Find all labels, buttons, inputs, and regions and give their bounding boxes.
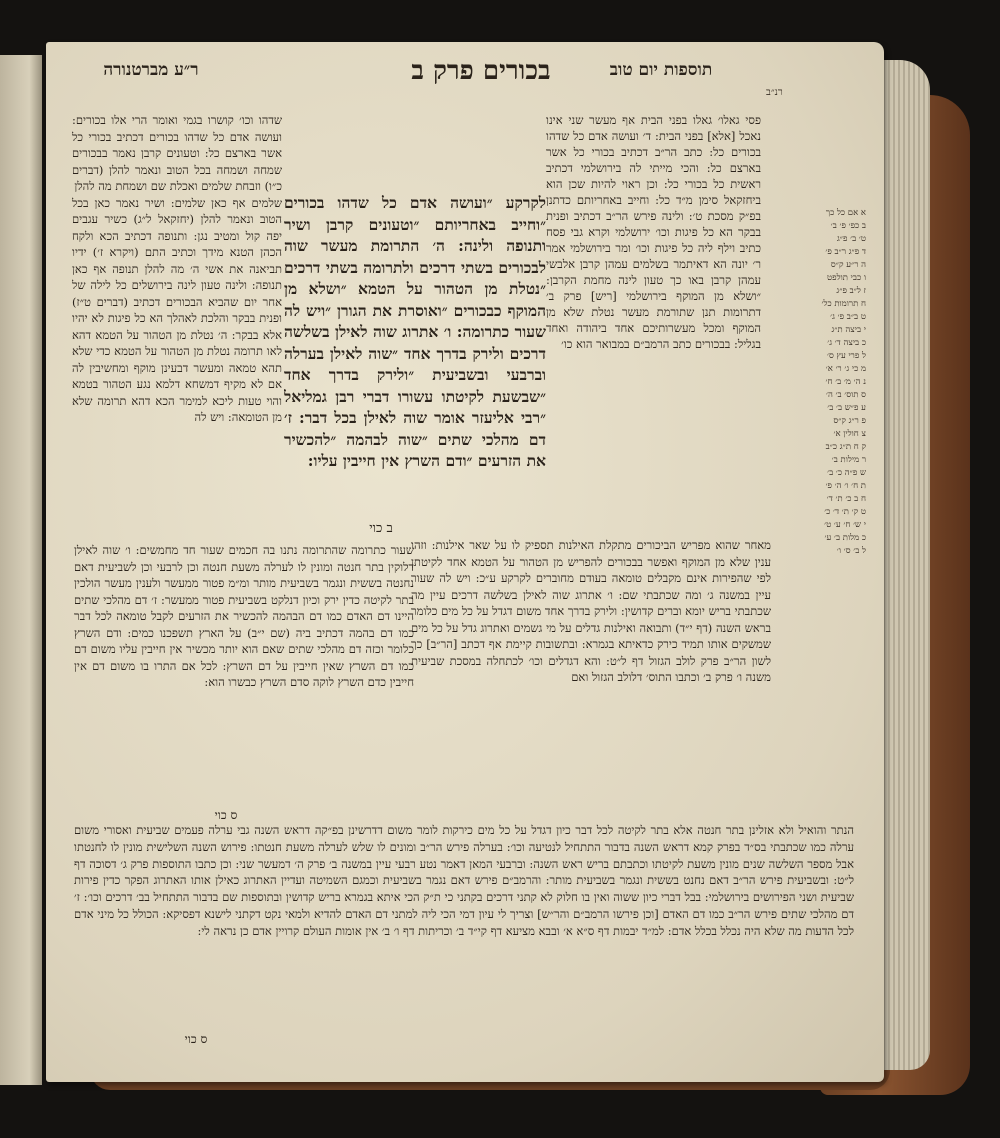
- bottom-text: הנתר והואיל ולא אזלינן בתר חנטה אלא בתר לקיטה לכל דבר כיון דגדל על כל מים כירקות לומר משום דדרשינן בפ״קה דראש השנה גבי ערלה פעמים שביעית ואסורי משום ערלה כמו שכתבתי בס״ד בפרק קמא דראש השנה בדבור התתחיל לנטיעה וכו׳: בערלה פירש הר״ב ומונים לו שלש לערלה משעת חנטתו: פירוש השנה השלישית מונין לו לחנטתו אבל מספר השלשה שנים מונין משעת לקיטתו וכתבתם בריש ראש השנה: וברבעי המאן דאמר נטע רבעי עיין במשנה ב׳ פרק ה׳ דמעשר שני: וכן כתבו התוספות פרק ג׳ דסוכה דף ל״ט: ובשביעית פירש הר״ב דאם נחנט בששית ונגמר בשביעית מותר: והרמב״ם פירש דאם נגמר בשביעית וכמגם השמיטה ועדיין האתרוג כאילן אותו האתרוג הפקר כדין פירות שביעית ושני הפירושים בירושלמי: בבל דברי כיון ששוה ואין בו חלוק לא קתני דרכים בקתני כי ת״ק הכי איתא בגמרא בריש קדושין ובתוספות שם בדבור התתחיל בב׳ דרכים וכו׳: ז׳ דם מהלכי שתים פירש הר״ב כמו דם האדם [וכן פירשו הרמב״ם והר״ש] וצריך לי עיון דמי הכי ליה למתני דם האדם להדיא ולמאי נקט דקתני לישנא דפסיקא: הכולל כל מיני אדם לכל הדעות מה שלא היה נכלל בכלל אדם: למ״ד יבמות דף ס״א א׳ ובבא מציעא דף קי״ד ב׳ וכריתות דף ו׳ ב׳ אין אומות העולם קרויין אדם כן נראה לי:: [74, 823, 854, 938]
- marginal-note: ר מילות ב׳: [831, 455, 866, 465]
- marginal-note: פ ר״ג ק״ס: [833, 416, 866, 426]
- mishnah-text: [284, 192, 546, 522]
- marginal-note: ז ל״ב פ״ג: [836, 286, 866, 296]
- header-center-title: בכורים פרק ב: [411, 56, 551, 86]
- commentary-left-column: [72, 112, 282, 542]
- facing-page-edge: [0, 55, 42, 1085]
- marginal-note: צ חולין א׳: [833, 429, 866, 439]
- header-left-title: ר״ע מברטנורה: [103, 60, 199, 80]
- marginal-note: ה ר״ע ק״ס: [830, 260, 866, 270]
- marginal-note: מ כי ג׳ ר׳ א׳: [825, 364, 866, 374]
- marginal-note: ת ח׳ ו׳ ה׳ פ׳: [825, 481, 866, 491]
- bottom-end-mark: ס כוי: [184, 1032, 208, 1046]
- bottom-commentary: [74, 822, 854, 1032]
- marginal-note: ח ב כ׳ ת׳ ד׳: [826, 494, 866, 504]
- marginal-note: ל פרי עץ ס׳: [827, 351, 866, 361]
- mishnah-body: לקרקע ״ועושה אדם כל שדהו בכורים ״וחייב באחריותם ״וטעונים קרבן ושיר ותנופה ולינה: ה׳ התרומת מעשר שוה לבכורים בשתי דרכים ולתרומה בשתי דרכים ״נטלת מן הטהור על הטמא ״ושלא מן המוקף כבכורים ״ואוסרת את הגורן ״ויש לה שעור כתרומה: ו׳ אתרוג שוה לאילן בשלשה דרכים ולירק בדרך אחד ״שוה לאילן בערלה וברבעי ובשביעית ״ולירק בדרך אחד ״שבשעת לקיטתו עשורו דברי רבן גמליאל ״רבי אליעזר אומר שוה לאילן בכל דבר: ז׳ דם מהלכי שתים ״שוה לבהמה ״להכשיר את הזרעים ״ודם השרץ אין חייבין עליו:: [284, 193, 546, 470]
- folio-number: רנ״ב: [766, 87, 783, 98]
- marginal-notes: [774, 207, 866, 637]
- marginal-note: ב כפ׳ פ׳ ב׳: [830, 221, 866, 231]
- marginal-note: ח תרומות כל׳: [821, 299, 866, 309]
- marginal-note: ו כבי תולפט: [827, 273, 866, 283]
- lower-left-end-mark: ס כוי: [214, 808, 238, 822]
- marginal-note: ש פ״ה כ׳ ב׳: [827, 468, 866, 478]
- marginal-note: נ ה׳ מ׳ ב׳ ח׳: [825, 377, 866, 387]
- commentary-right-column: [546, 112, 761, 542]
- marginal-note: י ביצה ת״ג: [831, 325, 866, 335]
- commentary-right-text: פסי גאלו׳ גאלו בפני הבית אף מעשר שני אינו נאכל [אלא] בפני הבית: ד׳ ועושה אדם כל שדהו בכורים כל: כתב הר״ב דכתיב בכורי כל אשר בארצם כל: והכי מייתי לה בירושלמי דכתיב ראשית כל בכורי כל: וכן ראוי להיות שכן הוא ביחזקאל סימן מ״ד כל: וחייב באחריותם כדתנן בפ״ק מסכת ט׳: ולינה פירש הר״ב דכתיב ופנית בבקר הא כל פיגות וכו׳ ירושלמי וקרא גבי פסח כתיב וילף ליה כל פיגות וכו׳ ומר בירושלמי אמר ר׳ יונה הא דאיתמר בשלמים עמהן קרבן אלבשי עמהן קרבן באו כך טעון לינה מחמת הקרבן: ״ושלא מן המוקף בירושלמי [ריש] פרק ב׳ דתרומות תנן שתורמת מעשר נטלת שלא מן המוקף ומכל מעשרותיכם אחד ביהודה ואחד בגליל: בבכורים כתב הרמב״ם במבואר הוא כו׳: [546, 113, 761, 351]
- lower-left-text: שעור כתרומה שהתרומה נתנו בה חכמים שעור חד מחמשים: ו׳ שוה לאילן דלוקין בתר חנטה ומונין לו לערלה משעת חנטה וכן לרבעי וכן לשביעית דאם נחנטה בששית ונגמר בשביעית מותר ומ״מ פטור ממעשר ולענין מעשר הולכין בתר לקיטה כדין ירק וכיון דנלקט בשביעית פטור ממעשר: ז׳ דם מהלכי שתים היינו דם האדם כמו דם הבהמה להכשיר את הזרעים לקבל טומאה לכל דבר כמו דם בהמה דכתיב ביה (שם י״ב) על הארץ תשפכנו כמים: ודם השרץ כלומר וכזה דם מהלכי שתים שאם הוא יותר מכשיר אין חייבין עליו משום דם כמו דם השרץ שאין חייבין על דם השרץ: לכל אם התרו בו משום דם אין חייבין כדם השרץ לוקה סדם השרץ כבשרו הוא:: [74, 543, 414, 689]
- lower-left-commentary: [74, 542, 414, 812]
- marginal-note: ט ק׳ ת׳ ד׳ כ׳: [824, 507, 866, 517]
- marginal-note: ט׳ ב׳ פ״ג: [836, 234, 866, 244]
- marginal-note: י ש׳ ח׳ ע׳ ט׳: [824, 520, 866, 530]
- marginal-note: ד פ״ג ר״ב פ׳: [825, 247, 866, 257]
- marginal-note: כ מלות ב׳ ע׳: [824, 533, 866, 543]
- marginal-note: כ ביצה ד׳ ג׳: [827, 338, 866, 348]
- lower-right-text: מאחר שהוא מפריש הביכורים מתקלת האילנות תספיק לו על שאר אילנות: וזהו ענין שלא מן המוקף ואפשר בבכורים להפריש מן הטהור על הטמא אחד לקיטתן לפי שהפירות אינם מקבלים טומאה בעודם מחוברים לקרקע ע״כ: ויש לה שעור עיין במשנה ג׳ ומה שכתבתי שם: ו׳ אתרוג שוה לאילן בשלשה דרכים עיין מה שכתבתי בריש יומא וברים קדושין: ולירק בדרך אחד משום דגדל על כל מים כלומר בראש השנה (דף י״ד) ותבואה ואילנות גדלים על מי גשמים ואתרוג גדל על כל מים שמשקים אותו תמיד כירק כדאיתא בגמרא: ובתשובות קיימת אף דכתב [הר״ב] כך לשון הר״ב פרק לולב הגזול דף ל״ט: והא דגדלים וכו׳ לכתחלה במסכת שביעית משנה ו׳ פרק ב׳ וכתבו התוס׳ דלולב הגזול ואם: [411, 538, 771, 684]
- marginal-note: ט ב״ב פ׳ ג׳: [830, 312, 866, 322]
- marginal-note: ל ב׳ ס׳ ו׳: [836, 546, 866, 556]
- marginal-note: ע פ״ש ב׳ ב׳: [827, 403, 866, 413]
- book-page: [46, 42, 884, 1082]
- commentary-left-text: שלמים אף כאן שלמים: ושיר נאמר כאן בכל הטוב ונאמר להלן (יחזקאל ל״ג) כשיר עגבים יפה קול ומטיב נגן: ותנופה דכתיב הכא ולקח הכהן הטנא מידך וכתיב התם (ויקרא ז׳) ידיו תביאנה את אשי ה׳ מה להלן תנופה אף כאן תנופה: ולינה טעון לינה בירושלים כל לילה של אחר יום שהביא הבכורים דכתיב (דברים ט״ז) ופנית בבקר והלכת לאהלך הא כל פיגות לא יהיו אלא בבקר: ה׳ נטלת מן הטהור על הטמא דהא לאו תרומה נטלת מן הטהור על הטמא כדי שלא תהא טמאה ומעשר דבעינן מוקף ומחשיבין לה אם לא מקיף דמשחא דלמא נגע הטהור בטמא והוי טעות ליכא למימר הכא דהא תרומה שלא מן הטומאה: ויש לה: [72, 195, 282, 424]
- marginal-note: ק ח ת״ג כ״ב: [825, 442, 866, 452]
- lower-right-commentary: [411, 537, 771, 827]
- marginal-note: ס תוס׳ ב׳ ה׳: [825, 390, 866, 400]
- chapter-end-mark: ב כוי: [369, 521, 393, 536]
- marginal-note: א אם כל כך: [825, 208, 866, 218]
- commentary-left-top: שדהו וכו׳ קושרו בגמי ואומר הרי אלו בכורים: ועושה אדם כל שדהו בכורים דכתיב בכורי כל אשר בארצם כל: וטעונים קרבן נאמר בבכורים שמחה ושמחה בכל הטוב ונאמר להלן (דברים כ״ו) וזבחת שלמים ואכלת שם ושמחת מה להלן: [72, 113, 282, 193]
- header-right-title: תוספות יום טוב: [609, 60, 713, 80]
